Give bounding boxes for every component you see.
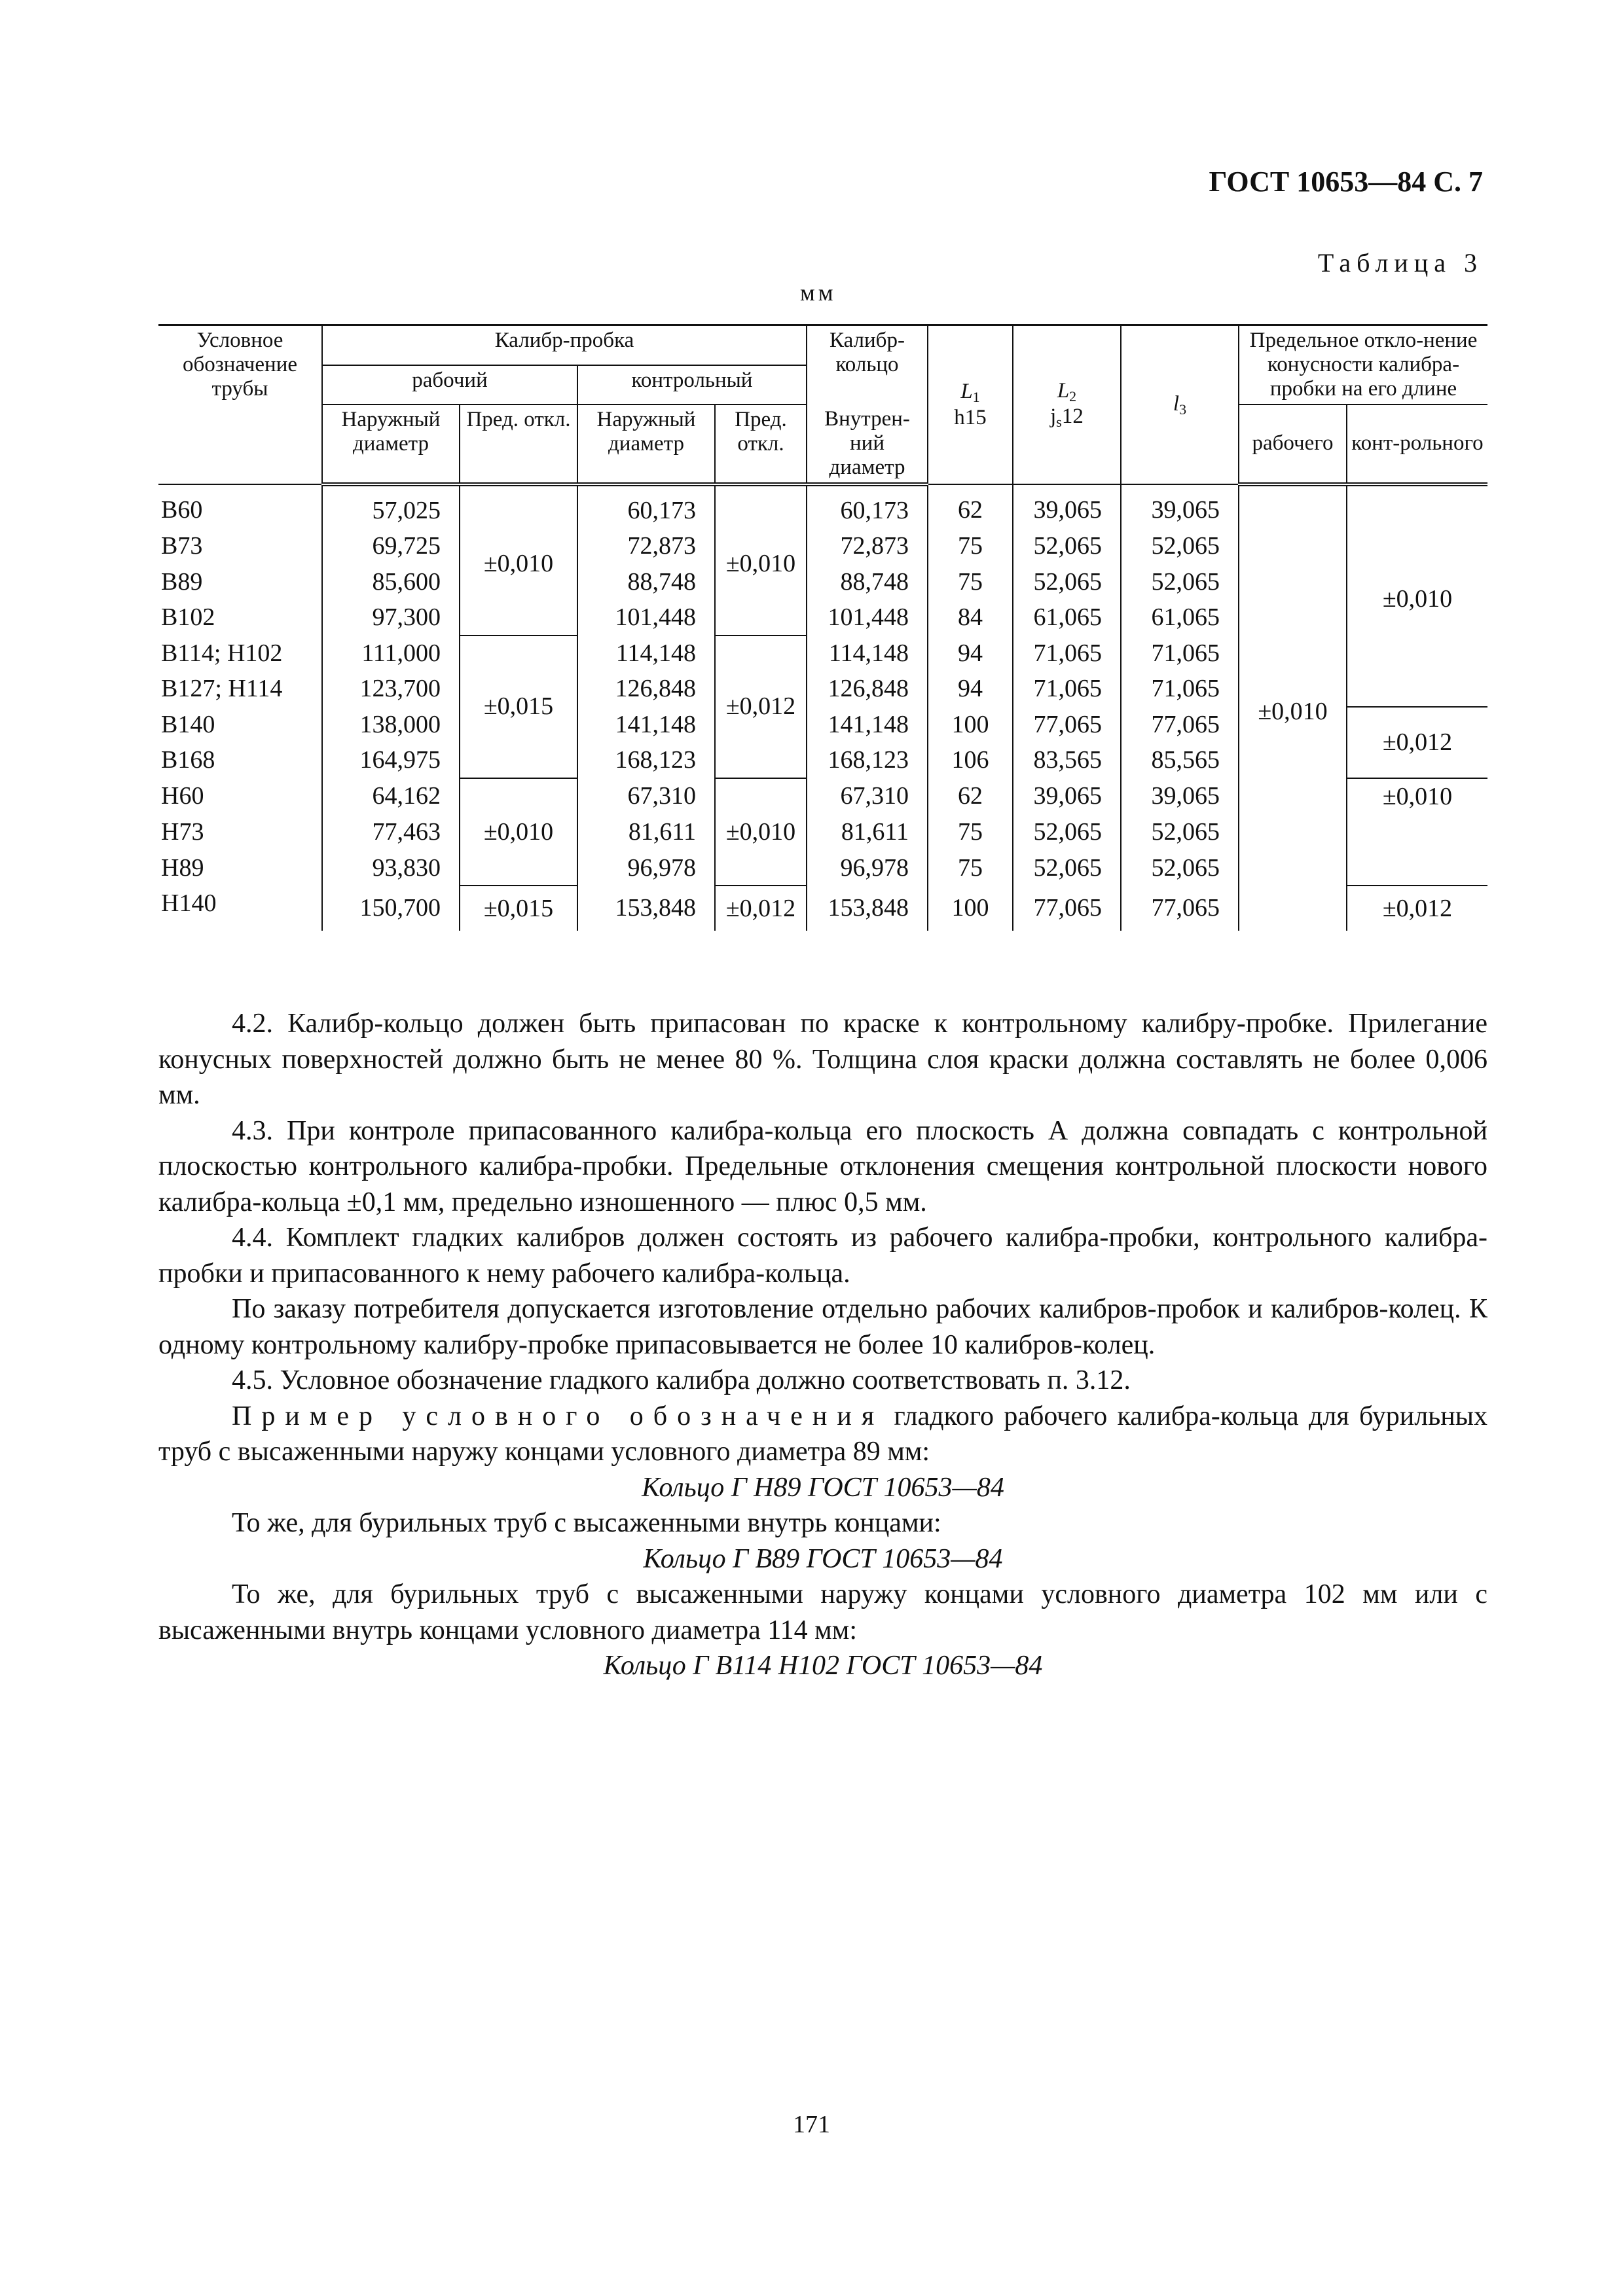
l3-cell: 39,065 [1121,778,1239,815]
l3-cell: 61,065 [1121,600,1239,636]
L2-cell: 39,065 [1013,778,1121,815]
working-diameter-cell: 150,700 [322,886,460,931]
L1-cell: 62 [928,778,1013,815]
ring-diameter-cell: 72,873 [807,528,928,564]
L2-cell: 52,065 [1013,528,1121,564]
col-working-outer-diameter: Наружный диаметр [322,404,460,484]
paragraph-same-1: То же, для бурильных труб с высаженными внутрь концами: [232,1508,941,1538]
control-diameter-cell: 114,148 [577,636,715,672]
ring-diameter-cell: 168,123 [807,742,928,778]
working-tolerance-cell: ±0,010 [460,484,577,636]
designation-cell: Н73 [158,814,322,850]
L1-cell: 100 [928,886,1013,931]
taper-working-cell: ±0,010 [1239,484,1347,931]
designation-cell: В89 [158,564,322,600]
control-diameter-cell: 72,873 [577,528,715,564]
l3-cell: 71,065 [1121,636,1239,672]
L1-cell: 100 [928,707,1013,743]
paragraph-order: По заказу потребителя допускается изготовление отдельно рабочих калибров-пробок и калибров-колец. К одному контрольному калибру-пробке припасовывается не более 10 калибров-колец. [158,1294,1487,1360]
working-diameter-cell: 57,025 [322,484,460,529]
l3-cell: 52,065 [1121,564,1239,600]
control-tolerance-cell: ±0,012 [715,886,807,931]
designation-cell: В73 [158,528,322,564]
col-taper-control: конт-рольного [1347,404,1487,484]
ring-diameter-cell: 101,448 [807,600,928,636]
l3-cell: 52,065 [1121,850,1239,886]
col-control-outer-diameter: Наружный диаметр [577,404,715,484]
taper-control-cell [1347,814,1487,886]
col-taper-deviation: Предельное откло-нение конусности калибра-пробки на его длине [1239,325,1487,404]
col-control-tolerance: Пред. откл. [715,404,807,484]
ring-diameter-cell: 126,848 [807,671,928,707]
working-diameter-cell: 69,725 [322,528,460,564]
col-plug-gauge: Калибр-пробка [322,325,807,365]
L2-cell: 83,565 [1013,742,1121,778]
working-tolerance-cell: ±0,015 [460,886,577,931]
working-diameter-cell: 123,700 [322,671,460,707]
paragraph-4-4: 4.4. Комплект гладких калибров должен состоять из рабочего калибра-пробки, контрольного калибра-пробки и припасованного к нему рабочего калибра-кольца. [158,1223,1487,1289]
designation-cell: В114; Н102 [158,636,322,672]
col-inner-diameter: Внутрен-ний диаметр [807,404,928,484]
L1-cell: 75 [928,564,1013,600]
working-diameter-cell: 93,830 [322,850,460,886]
control-diameter-cell: 60,173 [577,484,715,529]
working-diameter-cell: 97,300 [322,600,460,636]
designation-cell: Н89 [158,850,322,886]
example-rest: гладкого рабочего калибра-кольца для бурильных труб с высаженными наружу концами условного диаметра 89 мм: [158,1401,1487,1467]
L2-cell: 61,065 [1013,600,1121,636]
control-diameter-cell: 88,748 [577,564,715,600]
col-taper-working: рабочего [1239,404,1347,484]
control-diameter-cell: 81,611 [577,814,715,850]
paragraph-example [158,1399,1487,1470]
control-diameter-cell: 126,848 [577,671,715,707]
L1-cell: 94 [928,636,1013,672]
paragraph-4-3: 4.3. При контроле припасованного калибра-кольца его плоскость А должна совпадать с контрольной плоскостью контрольного калибра-пробки. Предельные отклонения смещения контрольной плоскости нового калибра-кольца ±0,1 мм, предельно изношенного — плюс 0,5 мм. [158,1115,1487,1217]
paragraph-same-2: То же, для бурильных труб с высаженными наружу концами условного диаметра 102 мм или с высаженными внутрь концами условного диаметра 114 мм: [158,1579,1487,1645]
L1-cell: 75 [928,814,1013,850]
L2-cell: 52,065 [1013,850,1121,886]
col-plug-control: контрольный [577,365,807,404]
col-plug-working: рабочий [322,365,577,404]
L2-cell: 71,065 [1013,636,1121,672]
l3-cell: 39,065 [1121,484,1239,529]
designation-cell: Н60 [158,778,322,815]
ring-diameter-cell: 153,848 [807,886,928,931]
control-diameter-cell: 67,310 [577,778,715,815]
working-diameter-cell: 77,463 [322,814,460,850]
l3-cell: 85,565 [1121,742,1239,778]
ring-diameter-cell: 141,148 [807,707,928,743]
l3-cell: 77,065 [1121,707,1239,743]
ring-diameter-cell: 67,310 [807,778,928,815]
l3-cell: 71,065 [1121,671,1239,707]
control-diameter-cell: 168,123 [577,742,715,778]
taper-control-cell: ±0,010 [1347,484,1487,707]
l3-cell: 77,065 [1121,886,1239,931]
units-label: мм [800,279,837,306]
col-L1: $L_1$ h15 [928,325,1013,484]
L2-cell: 52,065 [1013,814,1121,850]
l3-cell: 52,065 [1121,814,1239,850]
control-tolerance-cell: ±0,010 [715,484,807,636]
control-tolerance-cell: ±0,012 [715,636,807,778]
ring-diameter-cell: 81,611 [807,814,928,850]
control-tolerance-cell: ±0,010 [715,778,807,886]
l3-cell: 52,065 [1121,528,1239,564]
L1-cell: 84 [928,600,1013,636]
paragraph-4-5: 4.5. Условное обозначение гладкого калибра должно соответствовать п. 3.12. [232,1365,1131,1395]
example-designation-3: Кольцо Г В114 Н102 ГОСТ 10653—84 [603,1651,1043,1681]
L2-cell: 71,065 [1013,671,1121,707]
L1-cell: 94 [928,671,1013,707]
ring-diameter-cell: 88,748 [807,564,928,600]
ring-diameter-cell: 114,148 [807,636,928,672]
taper-control-cell: ±0,012 [1347,707,1487,778]
page-number: 171 [793,2111,830,2138]
col-L2: $L_2$ $j_s12$ [1013,325,1121,484]
working-tolerance-cell: ±0,010 [460,778,577,886]
designation-cell: В60 [158,484,322,529]
page-header: ГОСТ 10653—84 С. 7 [1209,166,1483,198]
paragraph-4-2: 4.2. Калибр-кольцо должен быть припасован по краске к контрольному калибру-пробке. Прилегание конусных поверхностей должно быть не менее 80 %. Толщина слоя краски должна составлять не более 0,006 мм. [158,1009,1487,1110]
designation-cell: В102 [158,600,322,636]
ring-diameter-cell: 96,978 [807,850,928,886]
working-tolerance-cell: ±0,015 [460,636,577,778]
taper-control-cell: ±0,010 [1347,778,1487,815]
col-l3: $l_3$ [1121,325,1239,484]
ring-diameter-cell: 60,173 [807,484,928,529]
designation-cell: В140 [158,707,322,743]
control-diameter-cell: 96,978 [577,850,715,886]
working-diameter-cell: 85,600 [322,564,460,600]
L2-cell: 77,065 [1013,707,1121,743]
L2-cell: 52,065 [1013,564,1121,600]
designation-cell: В127; Н114 [158,671,322,707]
working-diameter-cell: 138,000 [322,707,460,743]
L2-cell: 77,065 [1013,886,1121,931]
control-diameter-cell: 153,848 [577,886,715,931]
col-designation: Условное обозначение трубы [158,325,322,484]
working-diameter-cell: 111,000 [322,636,460,672]
L1-cell: 75 [928,528,1013,564]
L1-cell: 106 [928,742,1013,778]
example-designation-1: Кольцо Г Н89 ГОСТ 10653—84 [642,1472,1004,1503]
gauge-table [158,324,1487,931]
designation-cell: В168 [158,742,322,778]
control-diameter-cell: 141,148 [577,707,715,743]
table-row [158,484,1487,529]
body-text [158,1006,1487,1684]
L1-cell: 62 [928,484,1013,529]
taper-control-cell: ±0,012 [1347,886,1487,931]
col-ring-gauge: Калибр-кольцо [807,325,928,404]
L2-cell: 39,065 [1013,484,1121,529]
working-diameter-cell: 164,975 [322,742,460,778]
control-diameter-cell: 101,448 [577,600,715,636]
designation-cell: Н140 [158,886,322,931]
L1-cell: 75 [928,850,1013,886]
col-working-tolerance: Пред. откл. [460,404,577,484]
table-label: Таблица 3 [1317,248,1483,278]
working-diameter-cell: 64,162 [322,778,460,815]
example-lead: Пример условного обозначения [232,1401,884,1431]
example-designation-2: Кольцо Г В89 ГОСТ 10653—84 [643,1543,1003,1574]
